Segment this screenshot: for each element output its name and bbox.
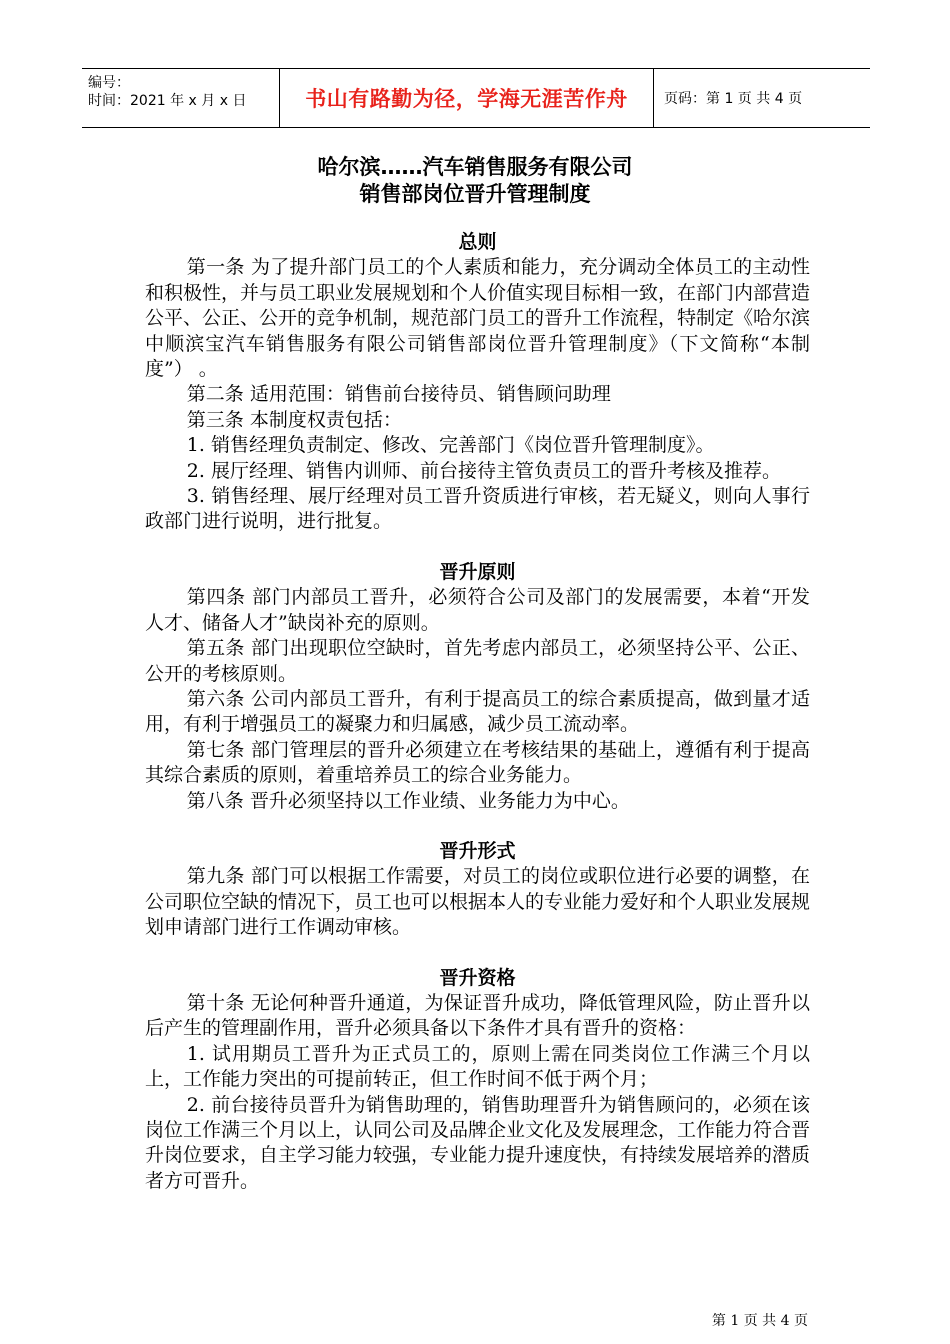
section-heading-qualifications: 晋升资格 xyxy=(439,966,516,989)
article-8: 第八条 晋升必须坚持以工作业绩、业务能力为中心。 xyxy=(186,789,630,812)
article-3-item-2: 2. 展厅经理、销售内训师、前台接待主管负责员工的晋升考核及推荐。 xyxy=(186,459,781,482)
document-title-policy: 销售部岗位晋升管理制度 xyxy=(359,182,591,206)
section-heading-forms: 晋升形式 xyxy=(439,839,516,862)
article-3-item-3: 3. 销售经理、展厅经理对员工晋升资质进行审核，若无疑义，则向人事行政部门进行说明，进行批复。 xyxy=(145,485,810,533)
article-3: 第三条 本制度权责包括： xyxy=(186,408,402,431)
header-motto: 书山有路勤为径，学海无涯苦作舟 xyxy=(280,69,654,127)
article-7: 第七条 部门管理层的晋升必须建立在考核结果的基础上，遵循有利于提高其综合素质的原则，着重培养员工的综合业务能力。 xyxy=(145,738,810,787)
document-title-company: 哈尔滨……汽车销售服务有限公司 xyxy=(317,155,633,179)
article-6: 第六条 公司内部员工晋升，有利于提高员工的综合素质提高，做到量才适用，有利于增强员工的凝聚力和归属感，减少员工流动率。 xyxy=(145,687,810,736)
article-10-item-1: 1. 试用期员工晋升为正式员工的，原则上需在同类岗位工作满三个月以上，工作能力突出的可提前转正，但工作时间不低于两个月； xyxy=(145,1042,810,1091)
article-10-item-2: 2. 前台接待员晋升为销售助理的，销售助理晋升为销售顾问的，必须在该岗位工作满三个月以上，认同公司及品牌企业文化及发展理念，工作能力符合晋升岗位要求，自主学习能力较强，专业能力提升速度快，有持续发展培养的潜质者方可晋升。 xyxy=(145,1093,811,1192)
article-5: 第五条 部门出现职位空缺时，首先考虑内部员工，必须坚持公平、公正、公开的考核原则。 xyxy=(145,637,810,685)
header-meta xyxy=(82,69,280,127)
article-1: 第一条 为了提升部门员工的个人素质和能力，充分调动全体员工的主动性和积极性，并与员工职业发展规划和个人价值实现目标相一致，在部门内部营造公平、公正、公开的竞争机制，规范部门员工的晋升工作流程，特制定《哈尔滨中顺滨宝汽车销售服务有限公司销售部岗位晋升管理制度》（下文简称“本制度”） 。 xyxy=(145,256,811,381)
article-10: 第十条 无论何种晋升通道，为保证晋升成功，降低管理风险，防止晋升以后产生的管理副作用，晋升必须具备以下条件才具有晋升的资格： xyxy=(145,991,810,1040)
document-date-label: 时间：2021 年 x 月 x 日 xyxy=(88,93,247,109)
document-body xyxy=(145,230,810,1194)
article-3-item-1: 1. 销售经理负责制定、修改、完善部门《岗位晋升管理制度》。 xyxy=(186,434,715,457)
page-footer: 第 1 页 共 4 页 xyxy=(711,1313,808,1329)
header-page-number: 页码：第 1 页 共 4 页 xyxy=(664,91,803,107)
section-heading-principles: 晋升原则 xyxy=(439,560,516,583)
document-number-label: 编号： xyxy=(88,75,130,91)
article-9: 第九条 部门可以根据工作需要，对员工的岗位或职位进行必要的调整，在公司职位空缺的情况下，员工也可以根据本人的专业能力爱好和个人职业发展规划申请部门进行工作调动审核。 xyxy=(145,865,811,939)
document-header xyxy=(82,68,870,128)
article-2: 第二条 适用范围：销售前台接待员、销售顾问助理 xyxy=(186,383,611,406)
article-4: 第四条 部门内部员工晋升，必须符合公司及部门的发展需要，本着“开发人才、储备人才”缺岗补充的原则。 xyxy=(145,586,810,634)
section-heading-general: 总则 xyxy=(458,231,497,253)
